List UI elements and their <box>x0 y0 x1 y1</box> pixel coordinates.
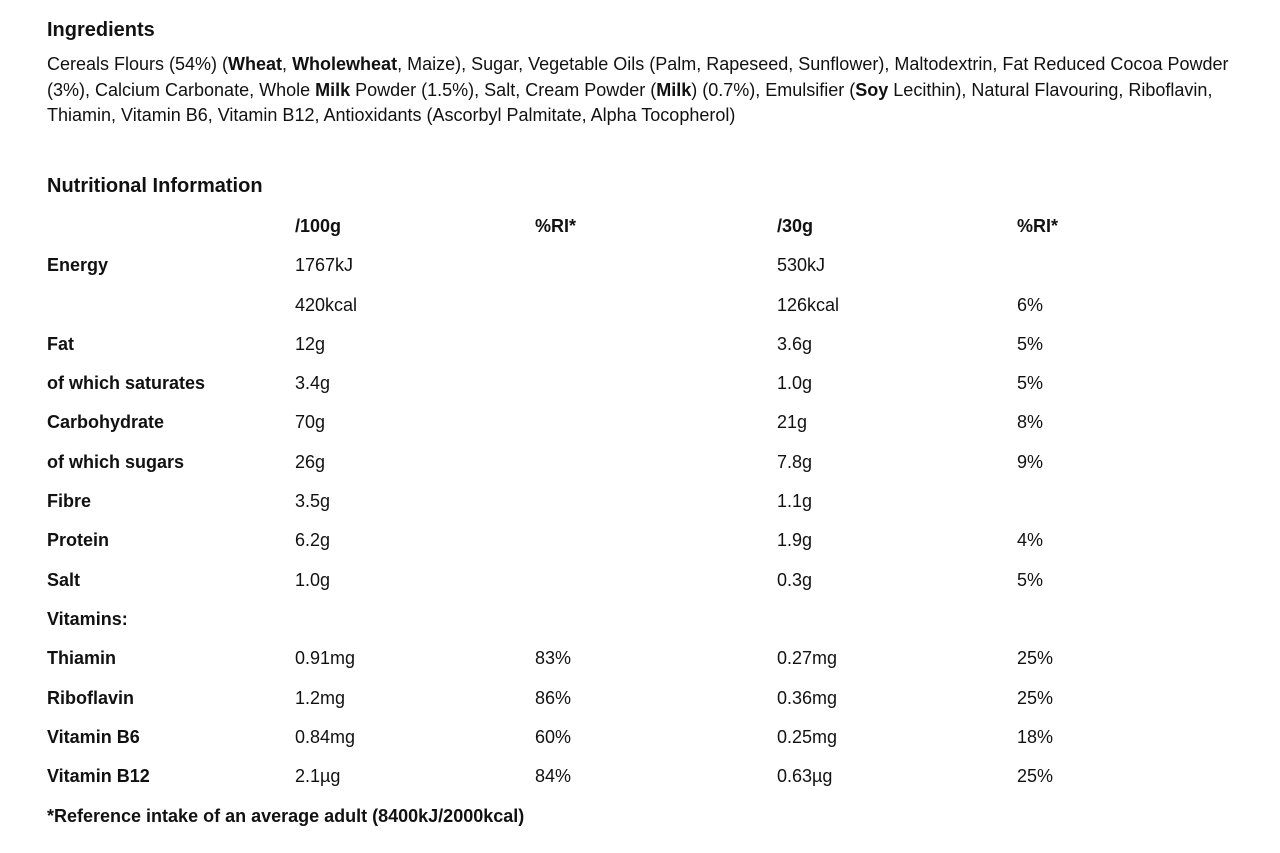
per-100g-value: 26g <box>295 451 326 472</box>
table-row <box>47 482 1227 521</box>
per-100g-value: 3.5g <box>295 491 331 512</box>
nutrient-label: Vitamin B6 <box>47 726 140 747</box>
per-30g-ri: 5% <box>1017 333 1044 354</box>
nutrient-label: Vitamin B12 <box>47 766 150 787</box>
ingredient-text: Lecithin), Natural Flavouring, Riboflavin, Thiamin, Vitamin B6, Vitamin B12, Antioxidants (Ascorbyl Palmitate, Alpha Tocopherol) <box>47 79 1213 125</box>
per-100g-ri: 86% <box>535 687 572 708</box>
per-100g-value: 3.4g <box>295 373 331 394</box>
nutrient-label: of which sugars <box>47 451 185 472</box>
nutrient-label: Vitamins: <box>47 608 128 629</box>
per-30g-ri: 4% <box>1017 530 1044 551</box>
ingredients-heading: Ingredients <box>47 19 155 41</box>
per-30g-value: 1.0g <box>777 373 813 394</box>
allergen-text: Milk <box>656 79 692 100</box>
per-100g-value: 1.0g <box>295 569 331 590</box>
table-row <box>47 757 1227 796</box>
reference-intake-footnote: *Reference intake of an average adult (8400kJ/2000kcal) <box>47 806 525 826</box>
ingredient-text: Cereals Flours (54%) ( <box>47 54 229 74</box>
per-100g-ri: 60% <box>535 726 572 747</box>
column-header-per-100g-ri: %RI* <box>535 216 577 236</box>
nutrient-label: Fibre <box>47 491 92 512</box>
ingredient-text: Powder (1.5%), Salt, Cream Powder ( <box>350 79 657 100</box>
table-header-row <box>47 207 1227 246</box>
nutrient-label: Fat <box>47 333 74 354</box>
nutrient-label: Carbohydrate <box>47 412 165 433</box>
ingredient-text: , Maize), Sugar, Vegetable Oils (Palm, Rapeseed, Sunflower), Maltodextrin, Fat Reduced Cocoa Powder (3%), Calcium Carbonate, Whole <box>47 54 1229 100</box>
column-header-per-30g-ri: %RI* <box>1017 216 1059 236</box>
table-row <box>47 600 1227 639</box>
per-30g-ri: 9% <box>1017 451 1044 472</box>
per-30g-value: 3.6g <box>777 333 813 354</box>
per-100g-value: 0.91mg <box>295 648 356 669</box>
ingredient-text: , <box>282 54 293 74</box>
per-30g-ri: 18% <box>1017 726 1054 747</box>
table-row <box>47 364 1227 403</box>
per-30g-value: 0.36mg <box>777 687 838 708</box>
per-100g-value: 6.2g <box>295 530 331 551</box>
per-100g-value: 2.1µg <box>295 766 341 787</box>
column-header-per-100g-value: /100g <box>295 216 342 236</box>
allergen-text: Wholewheat <box>292 54 398 74</box>
per-30g-ri: 8% <box>1017 412 1044 433</box>
table-row <box>47 679 1227 718</box>
allergen-text: Milk <box>315 79 351 100</box>
nutrient-label: of which saturates <box>47 373 206 394</box>
per-30g-ri: 5% <box>1017 569 1044 590</box>
table-row <box>47 443 1227 482</box>
per-30g-value: 0.27mg <box>777 648 838 669</box>
per-100g-ri: 84% <box>535 766 572 787</box>
per-30g-value: 7.8g <box>777 451 813 472</box>
per-30g-value: 0.3g <box>777 569 813 590</box>
per-100g-value: 1767kJ <box>295 255 354 276</box>
column-header-per-30g-value: /30g <box>777 216 814 236</box>
nutrient-label: Energy <box>47 255 109 276</box>
table-row <box>47 521 1227 560</box>
nutrient-label: Salt <box>47 569 81 590</box>
per-100g-value: 70g <box>295 412 326 433</box>
allergen-text: Wheat <box>228 54 283 74</box>
per-30g-value: 0.25mg <box>777 726 838 747</box>
per-30g-value: 1.1g <box>777 491 813 512</box>
allergen-text: Soy <box>855 79 889 100</box>
table-row <box>47 639 1227 678</box>
nutrient-label: Protein <box>47 530 110 551</box>
per-30g-value: 126kcal <box>777 294 840 315</box>
table-row <box>47 561 1227 600</box>
nutrient-label: Thiamin <box>47 648 117 669</box>
per-100g-value: 0.84mg <box>295 726 356 747</box>
per-30g-ri: 25% <box>1017 766 1054 787</box>
per-30g-value: 1.9g <box>777 530 813 551</box>
ingredient-text: ) (0.7%), Emulsifier ( <box>691 79 856 100</box>
per-30g-ri: 5% <box>1017 373 1044 394</box>
per-30g-value: 21g <box>777 412 808 433</box>
per-100g-value: 12g <box>295 333 326 354</box>
nutrition-heading: Nutritional Information <box>47 175 263 197</box>
nutrient-label: Riboflavin <box>47 687 135 708</box>
table-row <box>47 286 1227 325</box>
table-row <box>47 403 1227 442</box>
per-30g-value: 0.63µg <box>777 766 833 787</box>
per-30g-ri: 6% <box>1017 294 1044 315</box>
per-100g-value: 1.2mg <box>295 687 346 708</box>
nutrition-table <box>47 207 1227 796</box>
per-30g-ri: 25% <box>1017 648 1054 669</box>
per-100g-value: 420kcal <box>295 294 358 315</box>
ingredients-text <box>47 52 1257 129</box>
per-30g-ri: 25% <box>1017 687 1054 708</box>
table-row <box>47 325 1227 364</box>
per-30g-value: 530kJ <box>777 255 826 276</box>
per-100g-ri: 83% <box>535 648 572 669</box>
table-row <box>47 718 1227 757</box>
table-row <box>47 246 1227 285</box>
